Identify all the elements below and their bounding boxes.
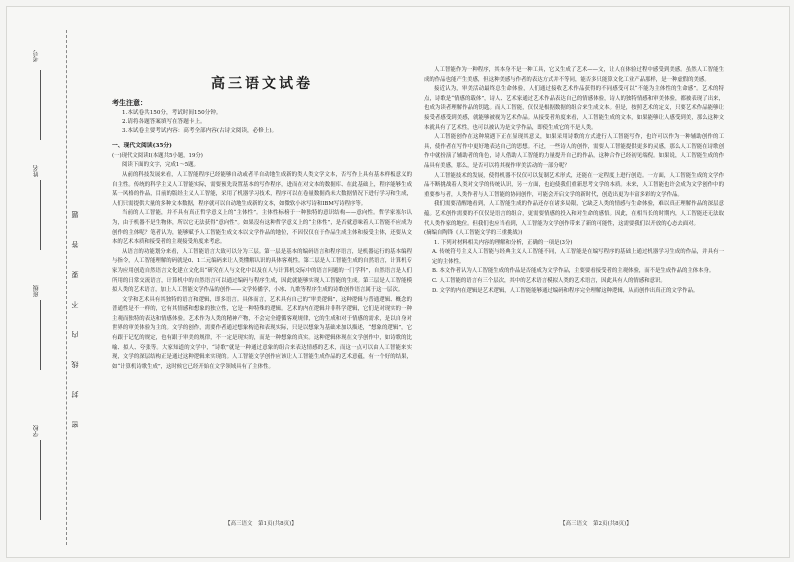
section-heading: 一、现代文阅读(35分) <box>112 143 172 150</box>
paragraph: 人工智能技术的发展，使得机器不仅仅可以复制艺术形式，还能在一定程度上进行创造。一方面，人工智能生成的文学作品不断挑战着人类对文学的传统认识，另一方面，也迫使我们重新思考文学的本质。未来，人工智能也许会成为文学创作中的重要参与者，人类作者与人工智能的协同创作，可能会开启文学的新时代，创造出更为丰富多彩的文学作品。 <box>424 172 724 198</box>
seal-char: 题 <box>71 210 79 218</box>
paragraph: 从语言的功能划分来看，人工智能语言大致可以分为三层。第一层是基本的编码语言和程序语言，是机器运行的基本编程与指令，人工智能理解的码就是0、1二元编码来让人类懂解认识的具体客观性。第二层是人工智能生成的自然语言，计算机专家为应用创造自然语言文化建立文化出“研究在人与文化中以及在人与计算机交际中的语言问题的一门学科”，自然语言是人们所用的日常交流语言，计算机中的自然语言可以通过编码与程序生成，因此就能够实现人工智能的生成。第三层是人工智能模拟人类的艺术语言，加上人工智能文学作品的创作——文学传播学，小冰、九歌等程序生成的诗歌创作语言属于这一层次。 <box>112 248 412 294</box>
page-footer-left: 【高三语文 第1页(共8页)】 <box>225 521 297 527</box>
seal-char: 封 <box>71 390 79 398</box>
answer-option-a: A. 传统符号主义人工智能与经典主义人工智能不同，人工智能是在编写程序的基础上通过机器学习生成的作品，并具有一定的主体性。 <box>432 249 724 265</box>
binding-dashed-line <box>66 30 67 545</box>
paragraph: 人工智能创作在这种境遇下正在显现其意义，如果采用诗歌的方式进行人工智能写作，也许可以作为一种辅助创作的工具，使作者在写作中更好地表达自己的思想。不过，一些诗人的创作，需要人工智能提供更多的灵感，那么人工智能在诗歌创作中就扮演了辅助者的角色，诗人借助人工智能的力量提升自己的作品，这种合作已经初见端倪。如果说，人工智能生成的作品具有美感，那么，是否可以将其视作审美活动的一部分呢？ <box>424 134 724 169</box>
notice-item: 3.本试卷主要考试内容：高考全部内容(古诗文阅读，必修上)。 <box>122 128 278 135</box>
binding-strip <box>10 30 102 545</box>
binding-label-exam-number: 考号 <box>33 50 40 62</box>
seal-char: 要 <box>71 270 79 278</box>
paragraph: 当前的人工智能，并不具有真正哲学意义上的“主体性”。主体性标榜于一种独特的意识结构——意向性。哲学家塞尔认为，由于机器不是生物体，所以它无法获得“意向性”。如果沒有这种哲学意义上的“主体性”，是否就意味着人工智能不应成为创作的主体呢？笔者认为，能够赋予人工智能生成文本以文学作品的地位，不因仅仅在于作品生成主体和接受主体，还要从文本的艺术本质和接受者的主观接受角度来考虑。 <box>112 210 412 246</box>
subsection-heading: (一)现代文阅读Ⅰ(本题共5小题，19分) <box>112 152 203 159</box>
class-underline <box>40 300 41 370</box>
answer-option-c: C. 人工智能的语言有三个层次，其中的艺术语言模拟人类的艺术语言，因此具有人的情感和意识。 <box>432 278 666 285</box>
paragraph: 我们需要清醒地看到，人工智能生成的作品还存在诸多局限，它缺乏人类的情感与生命体验，难以真正理解作品的深层意蕴。艺术创作需要的不仅仅是语言的组合，更需要情感的投入和对生命的感悟。因此，在相当长的时期内，人工智能还无法取代人类作家的地位。但我们也应当看到，人工智能为文学创作带来了新的可能性，这需要我们以开放的心态去面对。 <box>424 201 724 227</box>
answer-option-b: B. 本文作者认为人工智能生成的作品是否能成为文学作品，主要要看接受者的主观体验，而不是生成作品的主体本身。 <box>432 268 715 275</box>
seal-char: 内 <box>71 330 79 338</box>
seal-char: 线 <box>71 360 79 368</box>
paragraph: 文学和艺术具有其独特的语言和逻辑，即多语言。具体而言，艺术具有自己的“审美逻辑”，这种逻辑与普通逻辑、概念的普通性是不一样的，它有其情感和想象的独立性，它是一种特殊的逻辑。艺术的内在逻辑并非科学逻辑，它们是对现实的一种主观而独特的表达和情感体验。艺术作为人类的精神产物，不会完全遵循客观规律，它的生成和对于情感的需求，是以自身对世界的审美体验为主的。文学的创作，需要作者通过想象构造和表现实际，只是以想象为基础来加以描述，“想象的逻辑”，它有跟于记忆的规定，也有跟于审美的规律，不一定是现实的，而是一种想象的真实。这种逻辑体现在文学创作中，如诗歌的比喻、拟人、夸张等。大家知道的文学中，“诗歌”就是一种通过意象的组合来表达情感的艺术，而这一点可以由人工智能来实现，文学的深层结构正是通过这种逻辑来实现的。人工智能文学创作应该让人工智能生成作品的艺术意蕴，有一个好的结果，如“计算机诗歌生成”，这时候它已经开始在文学领域具有了主体性。 <box>112 296 412 370</box>
binding-label-school: 学校 <box>33 425 40 437</box>
notice-item: 2.请将各题答案填写在答题卡上。 <box>122 119 206 126</box>
notice-heading: 考生注意： <box>112 97 147 107</box>
seal-char: 不 <box>71 300 79 308</box>
right-column <box>424 66 724 296</box>
page-footer-right: 【高三语文 第2页(共8页)】 <box>560 521 632 527</box>
binding-label-name: 姓名 <box>33 165 40 177</box>
left-column <box>112 78 412 372</box>
paragraph: 接近认为，审美活动最终总生命体验，人们通过接收艺术作品获得的不同感受可以“不能为主体性的生命感”。艺术的特点，诗歌是“情感的载体”，诗人、艺术家通过艺术作品表达自己的情感体验，诗人的独特情感和审美体验，都被表现了出来，也成为读者理解作品的钥匙。而人工智能，仅仅是根据数据的组合来生成文本。但是，按照艺术的定义，只要艺术作品能够让接受者感受到美感，就能够被视为艺术作品。从接受者角度来看，人工智能生成的文本，如果能够让人感受到美，那么这种文本就具有了艺术性，也可以被认为是文学作品，即使生成它的不是人类。 <box>424 86 724 131</box>
binding-label-class: 班级 <box>33 285 40 297</box>
paragraph: 从前的科技发展来看，人工智能程序已经能够自动或者半自动地生成新的类人类文学文本，否写作上具有基本样板意义的自主性。传统的科学主义人工智能实际，需要预先设置基本的写作程序，进而在对文本的数据库、在此基础上，程序能够生成某一风格的作品，目前的版经主义人工智能，采用了机器学习技术，程序可以在卷量数据尚未大数据情况下进行学习和生成，人们只需提供大量的多种文本数据，程序就可以自动地生成新的文本，如微软小冰写诗和IBM写诗程序等。 <box>112 171 412 207</box>
reading-instruction: 阅读下面的文字，完成1～5题。 <box>122 162 199 169</box>
notice-list <box>122 109 412 136</box>
exam-number-underline <box>40 70 41 140</box>
source-note: (摘编自陶锋《人工智能文学的三重挑战》) <box>424 230 523 237</box>
answer-option-d: D. 文学的内在逻辑是艺术逻辑，人工智能能够通过编码和程序完全理解这种逻辑，从而创作出真正的文学作品。 <box>432 287 699 294</box>
name-underline <box>40 180 41 250</box>
seal-char: 答 <box>71 240 79 248</box>
seal-char: 密 <box>71 420 79 428</box>
question-stem: 1. 下列对材料相关内容的理解和分析，正确的一项是(3分) <box>434 239 573 246</box>
paragraph: 人工智能作为一种程序，其本身不是一种工具，它又生成了艺术——文，让人在体验过程中感受到美感。虽然人工智能生成的作品也能产生美感，但这种美感与作者的表达方式并不等同，能否多只能算文化工业产品那样，是一种虚假的美感。 <box>424 67 724 83</box>
school-underline <box>40 440 41 520</box>
page-title: 高三语文试卷 <box>211 76 313 92</box>
notice-item: 1.本试卷共150分，考试时间150分钟。 <box>122 110 222 117</box>
